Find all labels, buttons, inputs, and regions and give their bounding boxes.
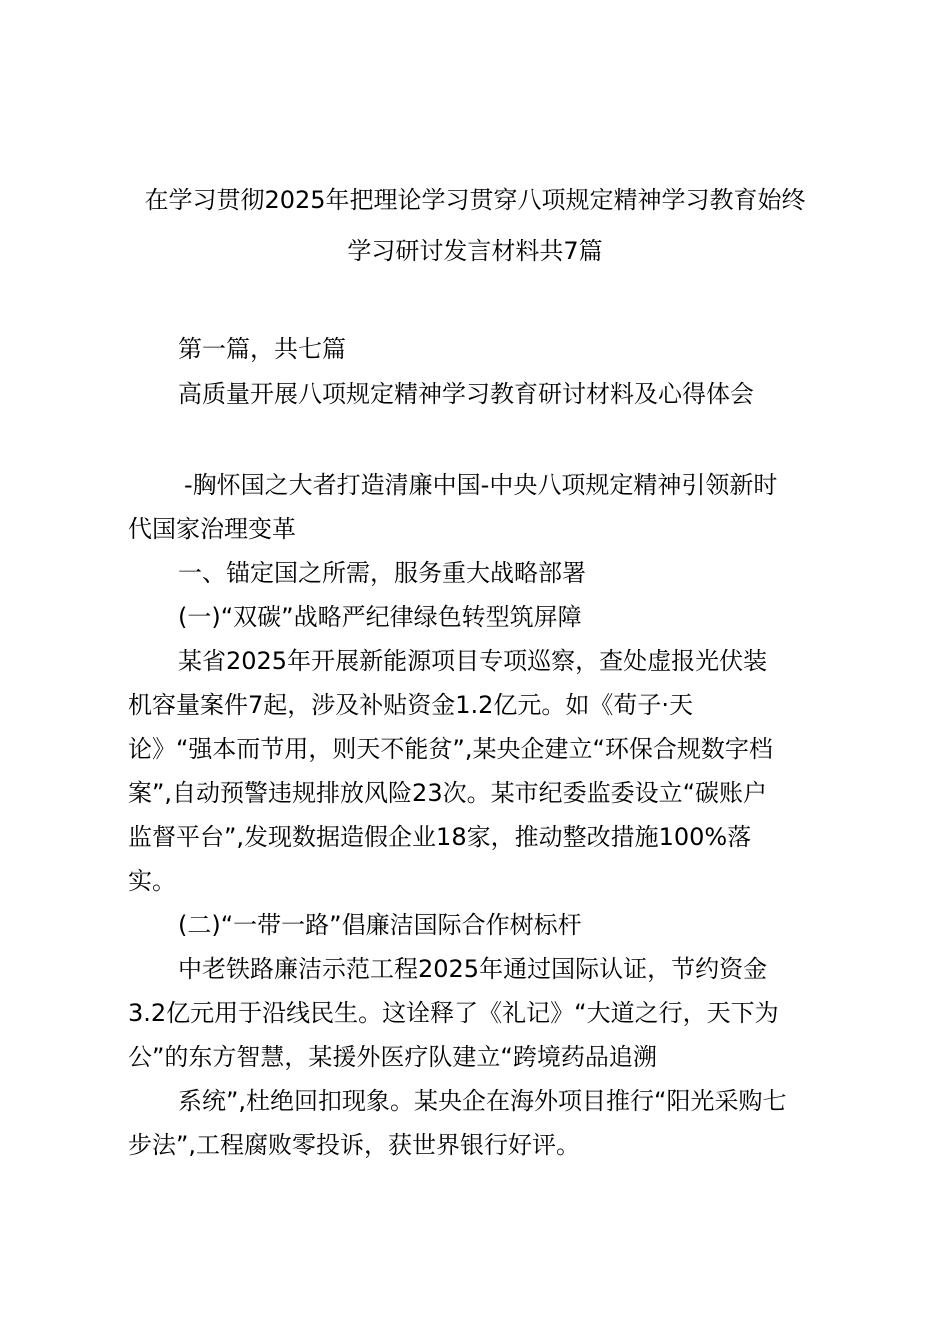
paragraph-2-line: 系统”,杜绝回扣现象。某央企在海外项目推行“阳光采购七 [178, 1087, 787, 1115]
subsection-heading-1: (一)“双碳”战略严纪律绿色转型筑屏障 [178, 603, 582, 631]
paragraph-1-line: 实。 [128, 867, 176, 895]
article-title: 高质量开展八项规定精神学习教育研讨材料及心得体会 [178, 380, 754, 408]
document-title-line-1: 在学习贯彻2025年把理论学习贯穿八项规定精神学习教育始终 [144, 186, 806, 214]
paragraph-1-line: 机容量案件7起，涉及补贴资金1.2亿元。如《荀子·天 [128, 691, 694, 719]
paragraph-1-line: 监督平台”,发现数据造假企业18家，推动整改措施100%落 [128, 823, 752, 851]
subtitle-line-1: -胸怀国之大者打造清廉中国-中央八项规定精神引领新时 [184, 471, 778, 499]
section-heading: 一、锚定国之所需，服务重大战略部署 [178, 559, 586, 587]
paragraph-1-line: 案”,自动预警违规排放风险23次。某市纪委监委设立“碳账户 [128, 779, 768, 807]
document-title-line-2: 学习研讨发言材料共7篇 [347, 237, 603, 265]
subtitle-line-2: 代国家治理变革 [128, 515, 296, 543]
paragraph-2-line: 中老铁路廉洁示范工程2025年通过国际认证，节约资金 [178, 955, 768, 983]
paragraph-2-line: 公”的东方智慧，某援外医疗队建立“跨境药品追溯 [128, 1043, 657, 1071]
paragraph-2-line: 3.2亿元用于沿线民生。这诠释了《礼记》“大道之行，天下为 [128, 999, 779, 1027]
part-label: 第一篇，共七篇 [178, 335, 346, 363]
paragraph-2-line: 步法”,工程腐败零投诉，获世界银行好评。 [128, 1131, 581, 1159]
paragraph-1-line: 论》“强本而节用，则天不能贫”,某央企建立“环保合规数字档 [128, 735, 773, 763]
subsection-heading-2: (二)“一带一路”倡廉洁国际合作树标杆 [178, 911, 582, 939]
paragraph-1-line: 某省2025年开展新能源项目专项巡察，查处虚报光伏装 [178, 647, 768, 675]
